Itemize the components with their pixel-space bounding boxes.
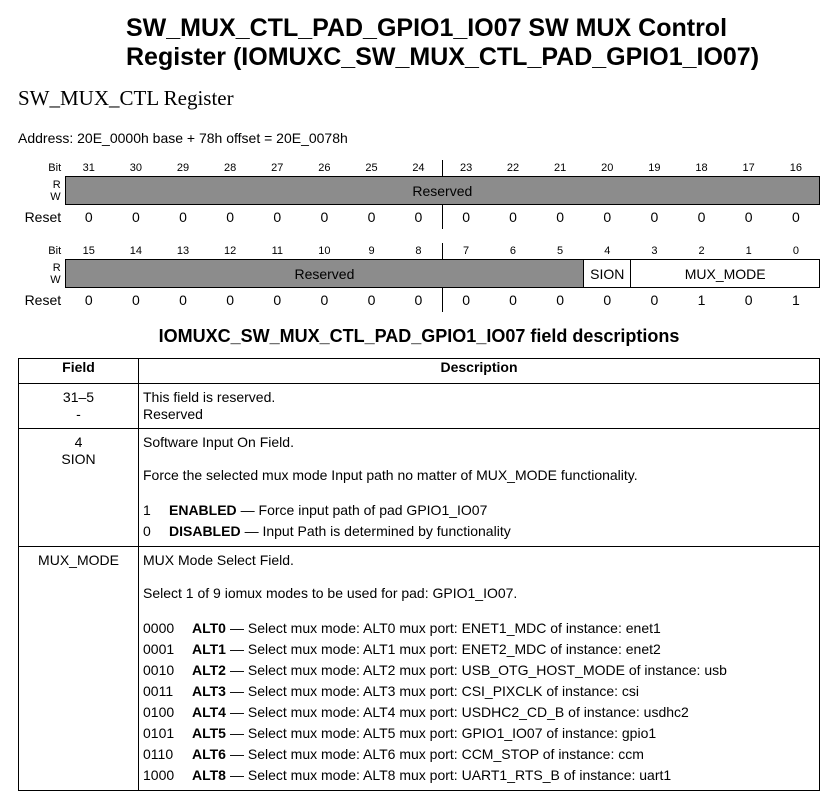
- bit-number: 11: [271, 245, 283, 257]
- description-text: Select 1 of 9 iomux modes to be used for pad: GPIO1_IO07.: [143, 585, 518, 601]
- bit-number: 12: [224, 245, 237, 257]
- enum-name: ALT5: [192, 725, 226, 741]
- field-cell: [19, 547, 139, 791]
- bit-number: 5: [557, 245, 564, 257]
- enum-text: — Select mux mode: ALT8 mux port: UART1_RTS_B of instance: uart1: [229, 767, 672, 783]
- bit-number: 22: [506, 162, 520, 174]
- table-row: [19, 384, 820, 429]
- reset-value: 0: [226, 209, 235, 225]
- bit-number-row: [18, 160, 820, 177]
- sion-field: SION: [584, 260, 631, 288]
- bit-number: 1: [745, 245, 752, 257]
- reset-row: [18, 288, 820, 313]
- reset-value: 0: [395, 288, 442, 313]
- enum-text: — Select mux mode: ALT6 mux port: CCM_STOP of instance: ccm: [229, 746, 644, 762]
- enum-value: [143, 500, 815, 521]
- description-column-header: Description: [139, 359, 820, 384]
- enum-value: [143, 744, 815, 765]
- reset-value: 0: [556, 292, 565, 308]
- reset-value: 0: [791, 209, 800, 225]
- reset-value: 0: [84, 209, 93, 225]
- bit-number: 0: [792, 245, 799, 257]
- bit-number: 31: [82, 162, 95, 174]
- reset-value: 0: [131, 209, 140, 225]
- enum-text: — Force input path of pad GPIO1_IO07: [240, 502, 488, 518]
- bit-number: 3: [651, 245, 658, 257]
- rw-label: [18, 177, 65, 205]
- field-name: SION: [61, 451, 96, 467]
- enum-code: 1: [143, 502, 151, 518]
- reset-row: [18, 205, 820, 230]
- enum-name: ALT3: [192, 683, 226, 699]
- bit-number: 6: [509, 245, 517, 257]
- table-header-row: [19, 359, 820, 384]
- rw-row: [18, 260, 820, 288]
- enum-name: ALT4: [192, 704, 226, 720]
- field-descriptions-table: [18, 358, 820, 791]
- bit-number-row: [18, 243, 820, 260]
- bit-number: 16: [789, 162, 802, 174]
- bit-number: 17: [742, 162, 755, 174]
- enum-name: ENABLED: [169, 502, 237, 518]
- reserved-field: Reserved: [65, 260, 584, 288]
- table-row: [19, 547, 820, 791]
- description-cell: [139, 384, 820, 429]
- enum-code: 0: [143, 523, 151, 539]
- description-text: Reserved: [143, 406, 203, 422]
- description-text: Software Input On Field.: [143, 434, 294, 450]
- bit-label: Bit: [48, 245, 62, 258]
- enum-value: [143, 521, 815, 542]
- reset-value: 0: [603, 209, 612, 225]
- bit-number: 24: [395, 160, 442, 177]
- reset-value: 0: [367, 209, 376, 225]
- bit-number: 4: [604, 245, 611, 257]
- bit-number: 18: [695, 162, 708, 174]
- reset-value: 0: [273, 209, 282, 225]
- reset-value: 0: [395, 205, 442, 230]
- reset-value: 0: [320, 292, 329, 308]
- enum-text: — Select mux mode: ALT2 mux port: USB_OTG_HOST_MODE of instance: usb: [229, 662, 727, 678]
- field-descriptions-title: IOMUXC_SW_MUX_CTL_PAD_GPIO1_IO07 field descriptions: [158, 326, 680, 346]
- enum-text: — Select mux mode: ALT1 mux port: ENET2_MDC of instance: enet2: [229, 641, 661, 657]
- bit-number: 15: [82, 245, 95, 257]
- bit-number: 26: [318, 162, 331, 174]
- enum-value: [143, 723, 815, 744]
- enum-code: 0100: [143, 704, 175, 720]
- read-label: R: [52, 178, 61, 191]
- reset-value: 0: [744, 292, 753, 308]
- enum-value: [143, 681, 815, 702]
- rw-row: [18, 177, 820, 205]
- description-text: MUX Mode Select Field.: [143, 552, 294, 568]
- reset-value: 0: [273, 292, 282, 308]
- enum-code: 0000: [143, 620, 175, 636]
- bit-number: 27: [271, 162, 284, 174]
- enum-code: 0010: [143, 662, 175, 678]
- bit-number: 21: [553, 162, 567, 174]
- description-cell: [139, 429, 820, 547]
- bit-number: 10: [318, 245, 331, 257]
- read-label: R: [52, 261, 61, 274]
- register-diagram-upper: [18, 160, 820, 229]
- enum-text: — Input Path is determined by functionality: [244, 523, 511, 539]
- enum-code: 0011: [143, 683, 174, 699]
- field-cell: [19, 429, 139, 547]
- enum-code: 0001: [143, 641, 175, 657]
- enum-value: [143, 618, 815, 639]
- reset-label: Reset: [24, 208, 62, 225]
- enum-name: ALT2: [192, 662, 226, 678]
- bit-number: 8: [395, 243, 442, 260]
- bit-number: 19: [648, 162, 661, 174]
- table-row: [19, 429, 820, 547]
- enum-text: — Select mux mode: ALT4 mux port: USDHC2_CD_B of instance: usdhc2: [229, 704, 689, 720]
- bit-number: 25: [365, 162, 378, 174]
- enum-value: [143, 639, 815, 660]
- enum-value: [143, 765, 815, 786]
- bit-label: Bit: [48, 162, 62, 175]
- reset-value: 0: [509, 292, 517, 308]
- enum-text: — Select mux mode: ALT0 mux port: ENET1_MDC of instance: enet1: [229, 620, 661, 636]
- reset-value: 0: [179, 209, 187, 225]
- field-name: -: [76, 406, 81, 422]
- enum-name: ALT8: [192, 767, 226, 783]
- reset-value: 1: [697, 292, 706, 308]
- reset-value: 0: [650, 209, 659, 225]
- reset-value: 0: [367, 292, 376, 308]
- mux-mode-field: MUX_MODE: [631, 260, 820, 288]
- description-text: This field is reserved.: [143, 389, 276, 405]
- enum-value: [143, 660, 815, 681]
- bit-number: 28: [224, 162, 237, 174]
- field-bits: 31–5: [62, 389, 95, 405]
- enum-name: DISABLED: [169, 523, 241, 539]
- enum-name: ALT0: [192, 620, 226, 636]
- field-bits: 4: [74, 434, 83, 450]
- enum-code: 1000: [143, 767, 175, 783]
- reset-value: 0: [226, 292, 235, 308]
- section-title: SW_MUX_CTL Register: [18, 86, 234, 110]
- bit-number: 14: [129, 245, 142, 257]
- register-diagram-lower: [18, 243, 820, 312]
- rw-label: [18, 260, 65, 288]
- reset-label: Reset: [24, 291, 62, 308]
- enum-name: ALT1: [192, 641, 226, 657]
- write-label: W: [50, 190, 61, 203]
- bit-number: 2: [698, 245, 705, 257]
- reset-value: 0: [84, 292, 93, 308]
- reset-value: 0: [603, 292, 612, 308]
- reset-value: 1: [791, 292, 800, 308]
- field-column-header: Field: [19, 359, 139, 384]
- bit-number: 9: [368, 245, 375, 257]
- field-cell: [19, 384, 139, 429]
- enum-code: 0101: [143, 725, 175, 741]
- reset-value: 0: [556, 209, 565, 225]
- bit-number: 7: [463, 245, 470, 257]
- reset-value: 0: [131, 292, 140, 308]
- page-title: SW_MUX_CTL_PAD_GPIO1_IO07 SW MUX Control Register (IOMUXC_SW_MUX_CTL_PAD_GPIO1_IO07): [126, 14, 760, 71]
- field-name: MUX_MODE: [38, 552, 119, 568]
- reset-value: 0: [650, 292, 659, 308]
- description-cell: [139, 547, 820, 791]
- reset-value: 0: [744, 209, 753, 225]
- description-text: Force the selected mux mode Input path no matter of MUX_MODE functionality.: [143, 467, 638, 483]
- enum-name: ALT6: [192, 746, 226, 762]
- enum-text: — Select mux mode: ALT3 mux port: CSI_PIXCLK of instance: csi: [229, 683, 639, 699]
- bit-number: 29: [176, 162, 190, 174]
- reset-value: 0: [509, 209, 517, 225]
- enum-text: — Select mux mode: ALT5 mux port: GPIO1_IO07 of instance: gpio1: [229, 725, 657, 741]
- reset-value: 0: [179, 292, 187, 308]
- bit-number: 13: [176, 245, 190, 257]
- reset-value: 0: [320, 209, 329, 225]
- register-address: Address: 20E_0000h base + 78h offset = 20E_0078h: [18, 130, 348, 146]
- enum-code: 0110: [143, 746, 174, 762]
- reset-value: 0: [462, 292, 470, 308]
- bit-number: 20: [601, 162, 614, 174]
- write-label: W: [50, 273, 61, 286]
- bit-number: 23: [459, 162, 473, 174]
- reserved-field: Reserved: [65, 177, 819, 205]
- enum-value: [143, 702, 815, 723]
- reset-value: 0: [462, 209, 470, 225]
- bit-number: 30: [129, 162, 142, 174]
- reset-value: 0: [697, 209, 706, 225]
